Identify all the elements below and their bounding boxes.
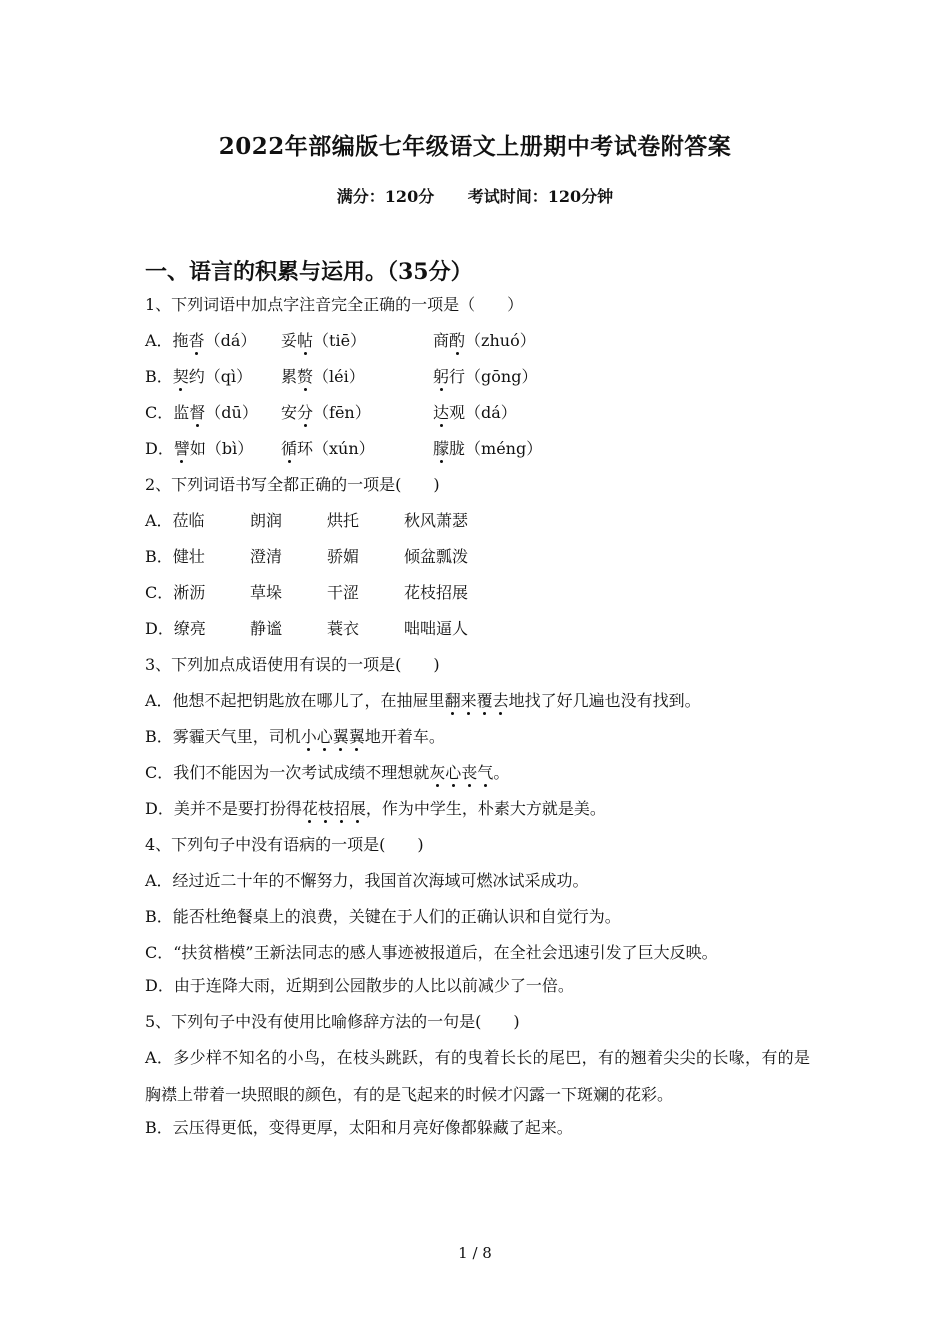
q4-option-a: A．经过近二十年的不懈努力，我国首次海域可燃冰试采成功。: [145, 871, 589, 890]
q4-option-d: D．由于连降大雨，近期到公园散步的人比以前减少了一倍。: [145, 976, 574, 995]
exam-time: 考试时间：120分钟: [467, 187, 614, 206]
q2-option-b: B．健壮 澄清 骄媚 倾盆瓢泼: [145, 547, 469, 566]
q3-option-b: B．雾霾天气里，司机小心翼翼地开着车。: [145, 727, 445, 746]
q2-option-a: A．莅临 朗润 烘托 秋风萧瑟: [145, 511, 469, 530]
q3-stem: 3、下列加点成语使用有误的一项是( ): [145, 655, 440, 674]
exam-info: [0, 184, 950, 207]
full-score: 满分：120分: [336, 187, 435, 206]
q1-option-c: C．监督（dū） 安分（fēn） 达观（dá）: [145, 403, 517, 422]
q1-option-b: B．契约（qì） 累赘（léi） 躬行（gōng）: [145, 367, 538, 386]
q4-stem: 4、下列句子中没有语病的一项是( ): [145, 835, 424, 854]
q1-option-d: D．譬如（bì） 循环（xún） 朦胧（méng）: [145, 439, 543, 458]
q3-option-d: D．美并不是要打扮得花枝招展，作为中学生，朴素大方就是美。: [145, 799, 606, 818]
q4-option-c: C．“扶贫楷模”王新法同志的感人事迹被报道后，在全社会迅速引发了巨大反映。: [145, 943, 718, 962]
q5-option-a: A．多少样不知名的小鸟，在枝头跳跃，有的曳着长长的尾巴，有的翘着尖尖的长喙，有的是胸襟上带着一块照眼的颜色，有的是飞起来的时候才闪露一下斑斓的花彩。: [145, 1048, 810, 1104]
q2-stem: 2、下列词语书写全都正确的一项是( ): [145, 475, 440, 494]
section-heading: 一、语言的积累与运用。（35分）: [145, 259, 473, 285]
q2-option-d: D．缭亮 静谧 蓑衣 咄咄逼人: [145, 619, 469, 638]
page-number: 1 / 8: [458, 1244, 492, 1262]
q1-option-a: A．拖沓（dá） 妥帖（tiē） 商酌（zhuó）: [145, 331, 536, 350]
question-list: [145, 292, 815, 1151]
page-title: 2022年部编版七年级语文上册期中考试卷附答案: [218, 133, 732, 160]
q1-stem: 1、下列词语中加点字注音完全正确的一项是（ ）: [145, 295, 524, 314]
q3-option-c: C．我们不能因为一次考试成绩不理想就灰心丧气。: [145, 763, 510, 782]
q4-option-b: B．能否杜绝餐桌上的浪费，关键在于人们的正确认识和自觉行为。: [145, 907, 621, 926]
q2-option-c: C．淅沥 草垛 干涩 花枝招展: [145, 583, 469, 602]
q3-option-a: A．他想不起把钥匙放在哪儿了，在抽屉里翻来覆去地找了好几遍也没有找到。: [145, 691, 701, 710]
q5-stem: 5、下列句子中没有使用比喻修辞方法的一句是( ): [145, 1012, 520, 1031]
q5-option-b: B．云压得更低，变得更厚，太阳和月亮好像都躲藏了起来。: [145, 1118, 573, 1137]
